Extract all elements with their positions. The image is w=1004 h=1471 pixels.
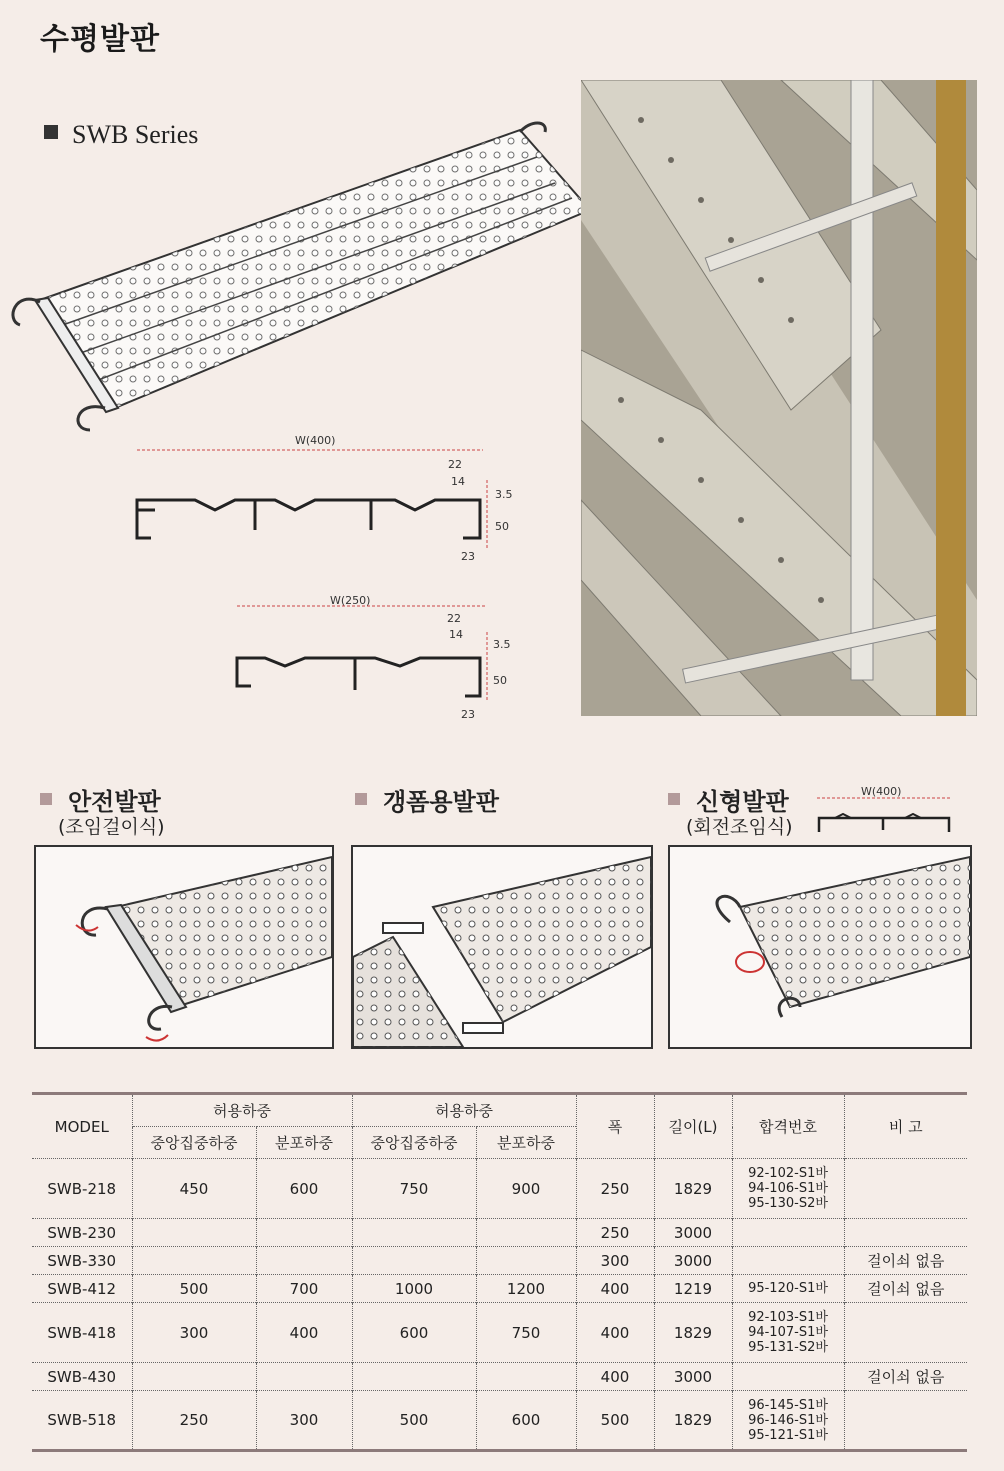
cert-number: 94-107-S1바	[748, 1325, 828, 1340]
cell-note	[844, 1219, 967, 1247]
cell-c1	[132, 1363, 256, 1391]
cell-w: 500	[576, 1391, 654, 1451]
header-note: 비 고	[844, 1094, 967, 1159]
cell-l: 3000	[654, 1247, 732, 1275]
cert-number: 96-145-S1바	[748, 1397, 828, 1413]
cell-c2: 500	[352, 1391, 476, 1451]
type-heading-gangform: 갱폼용발판	[355, 782, 499, 817]
cell-d1: 300	[256, 1391, 352, 1451]
cell-c2: 1000	[352, 1275, 476, 1303]
profile-diagram-250	[225, 592, 525, 732]
cell-d1	[256, 1219, 352, 1247]
cell-d2: 750	[476, 1303, 576, 1363]
cell-c1	[132, 1219, 256, 1247]
cell-l: 1219	[654, 1275, 732, 1303]
gangform-plank-photo	[351, 845, 653, 1049]
table-row	[32, 1303, 967, 1363]
cert-number: 92-103-S1바	[748, 1310, 828, 1325]
page-title: 수평발판	[40, 22, 160, 57]
dim-14: 14	[449, 628, 463, 641]
cell-c2: 750	[352, 1159, 476, 1219]
table-row	[32, 1159, 967, 1219]
dim-3-5: 3.5	[493, 638, 511, 651]
bullet-square-icon	[355, 793, 367, 805]
cell-d2: 900	[476, 1159, 576, 1219]
cell-c1: 450	[132, 1159, 256, 1219]
new-plank-photo	[668, 845, 972, 1049]
cell-w: 250	[576, 1219, 654, 1247]
cell-model: SWB-430	[32, 1363, 132, 1391]
table-row	[32, 1391, 967, 1451]
header-central-load-1: 중앙집중하중	[132, 1127, 256, 1159]
cell-cert	[732, 1159, 844, 1219]
cert-number: 96-146-S1바	[748, 1412, 828, 1428]
cell-cert	[732, 1363, 844, 1391]
cell-model: SWB-418	[32, 1303, 132, 1363]
cell-d2: 1200	[476, 1275, 576, 1303]
cell-d1: 700	[256, 1275, 352, 1303]
header-allowable-load-2: 허용하중	[352, 1094, 576, 1127]
cell-c2	[352, 1219, 476, 1247]
cell-c2: 600	[352, 1303, 476, 1363]
cell-d2	[476, 1247, 576, 1275]
cell-note	[844, 1391, 967, 1451]
cert-number: 95-130-S2바	[748, 1196, 828, 1211]
bullet-square-icon	[668, 793, 680, 805]
header-allowable-load-1: 허용하중	[132, 1094, 352, 1127]
header-distributed-load-1: 분포하중	[256, 1127, 352, 1159]
cell-note: 걸이쇠 없음	[844, 1363, 967, 1391]
spec-table	[32, 1092, 967, 1452]
cell-d2	[476, 1363, 576, 1391]
cell-cert	[732, 1219, 844, 1247]
cell-w: 250	[576, 1159, 654, 1219]
cell-c1: 250	[132, 1391, 256, 1451]
dim-50: 50	[495, 520, 509, 533]
header-model: MODEL	[32, 1094, 132, 1159]
cell-cert	[732, 1275, 844, 1303]
cert-number: 92-102-S1바	[748, 1166, 828, 1181]
header-cert: 합격번호	[732, 1094, 844, 1159]
cell-c2	[352, 1247, 476, 1275]
cell-model: SWB-230	[32, 1219, 132, 1247]
type-subtitle-new: (회전조임식)	[686, 816, 793, 838]
cell-note: 걸이쇠 없음	[844, 1275, 967, 1303]
dim-3-5: 3.5	[495, 488, 513, 501]
cell-model: SWB-518	[32, 1391, 132, 1451]
cell-d1	[256, 1363, 352, 1391]
cell-l: 3000	[654, 1219, 732, 1247]
cell-l: 3000	[654, 1363, 732, 1391]
cell-d1	[256, 1247, 352, 1275]
cell-note	[844, 1303, 967, 1363]
cell-c2	[352, 1363, 476, 1391]
scaffold-photo	[581, 80, 977, 716]
cell-c1: 300	[132, 1303, 256, 1363]
cell-model: SWB-330	[32, 1247, 132, 1275]
cell-c1	[132, 1247, 256, 1275]
cell-w: 400	[576, 1303, 654, 1363]
header-central-load-2: 중앙집중하중	[352, 1127, 476, 1159]
cell-note	[844, 1159, 967, 1219]
table-row	[32, 1219, 967, 1247]
cell-cert	[732, 1391, 844, 1451]
safety-plank-photo	[34, 845, 334, 1049]
header-width: 폭	[576, 1094, 654, 1159]
type-heading-safety: 안전발판	[40, 782, 161, 817]
table-row	[32, 1247, 967, 1275]
cell-l: 1829	[654, 1303, 732, 1363]
type-heading-new: 신형발판	[668, 782, 789, 817]
dim-22: 22	[448, 458, 462, 471]
dim-width-new: W(400)	[861, 785, 902, 798]
dim-22: 22	[447, 612, 461, 625]
cell-model: SWB-218	[32, 1159, 132, 1219]
plank-illustration	[0, 120, 640, 440]
dim-14: 14	[451, 475, 465, 488]
dim-width-250: W(250)	[330, 594, 371, 607]
cell-w: 300	[576, 1247, 654, 1275]
cell-model: SWB-412	[32, 1275, 132, 1303]
dim-width-400: W(400)	[295, 434, 336, 447]
cell-d1: 600	[256, 1159, 352, 1219]
type-subtitle-safety: (조임걸이식)	[58, 816, 165, 838]
cell-w: 400	[576, 1275, 654, 1303]
bullet-square-icon	[40, 793, 52, 805]
header-length: 길이(L)	[654, 1094, 732, 1159]
cert-number: 94-106-S1바	[748, 1181, 828, 1196]
spec-table-body	[32, 1159, 967, 1451]
cell-c1: 500	[132, 1275, 256, 1303]
cert-number: 95-121-S1바	[748, 1427, 828, 1443]
cert-number: 95-120-S1바	[748, 1281, 828, 1296]
cell-d2: 600	[476, 1391, 576, 1451]
table-row	[32, 1363, 967, 1391]
header-distributed-load-2: 분포하중	[476, 1127, 576, 1159]
cell-cert	[732, 1303, 844, 1363]
profile-diagram-400	[125, 430, 525, 570]
table-row	[32, 1275, 967, 1303]
dim-23: 23	[461, 550, 475, 563]
cell-w: 400	[576, 1363, 654, 1391]
cell-cert	[732, 1247, 844, 1275]
cell-d1: 400	[256, 1303, 352, 1363]
profile-diagram-new	[815, 784, 955, 838]
cert-number: 95-131-S2바	[748, 1340, 828, 1355]
dim-23: 23	[461, 708, 475, 721]
series-label: SWB Series	[72, 120, 199, 149]
cell-l: 1829	[654, 1159, 732, 1219]
cell-d2	[476, 1219, 576, 1247]
cell-note: 걸이쇠 없음	[844, 1247, 967, 1275]
cell-l: 1829	[654, 1391, 732, 1451]
dim-50: 50	[493, 674, 507, 687]
